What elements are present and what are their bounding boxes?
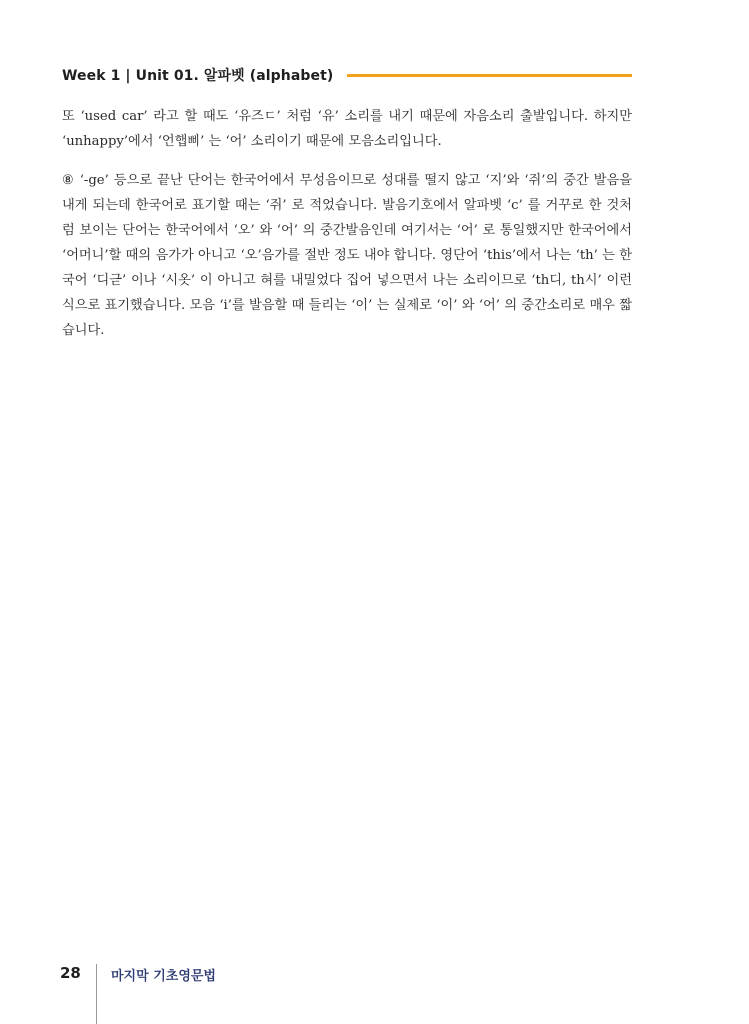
- header-title: Week 1 | Unit 01. 알파벳 (alphabet): [62, 68, 334, 84]
- page-number: 28: [60, 964, 81, 982]
- paragraph-pronunciation-note-8: ⑧ ‘-ge’ 등으로 끝난 단어는 한국어에서 무성음이므로 성대를 떨지 않고 ‘지’와 ‘쥐’의 중간 발음을 내게 되는데 한국어로 표기할 때는 ‘쥐’ 로 적었습니다. 발음기호에서 알파벳 ‘c’ 를 거꾸로 한 것처럼 보이는 단어는 한국어에서 ‘오’ 와 ‘어’ 의 중간발음인데 여기서는 ‘어’ 로 통일했지만 한국어에서 ‘어머니’할 때의 음가가 아니고 ‘오’음가를 절반 정도 내야 합니다. 영단어 ‘this’에서 나는 ‘th’ 는 한국어 ‘디귿’ 이나 ‘시옷’ 이 아니고 혀를 내밀었다 집어 넣으면서 나는 소리이므로 ‘th디, th시’ 이런 식으로 표기했습니다. 모음 ‘i’를 발음할 때 들리는 ‘이’ 는 실제로 ‘이’ 와 ‘어’ 의 중간소리로 매우 짧습니다.: [62, 173, 632, 338]
- paragraph-used-car: 또 ‘used car’ 라고 할 때도 ‘유즈ㄷ’ 처럼 ‘유’ 소리를 내기 때문에 자음소리 출발입니다. 하지만 ‘unhappy’에서 ‘언햅삐’ 는 ‘어’ 소리이기 때문에 모음소리입니다.: [62, 109, 632, 149]
- running-header: [62, 64, 632, 86]
- book-title: 마지막 기초영문법: [111, 969, 216, 984]
- header-accent-rule: [347, 74, 632, 77]
- footer-divider: [96, 964, 97, 1024]
- main-text: [62, 104, 632, 357]
